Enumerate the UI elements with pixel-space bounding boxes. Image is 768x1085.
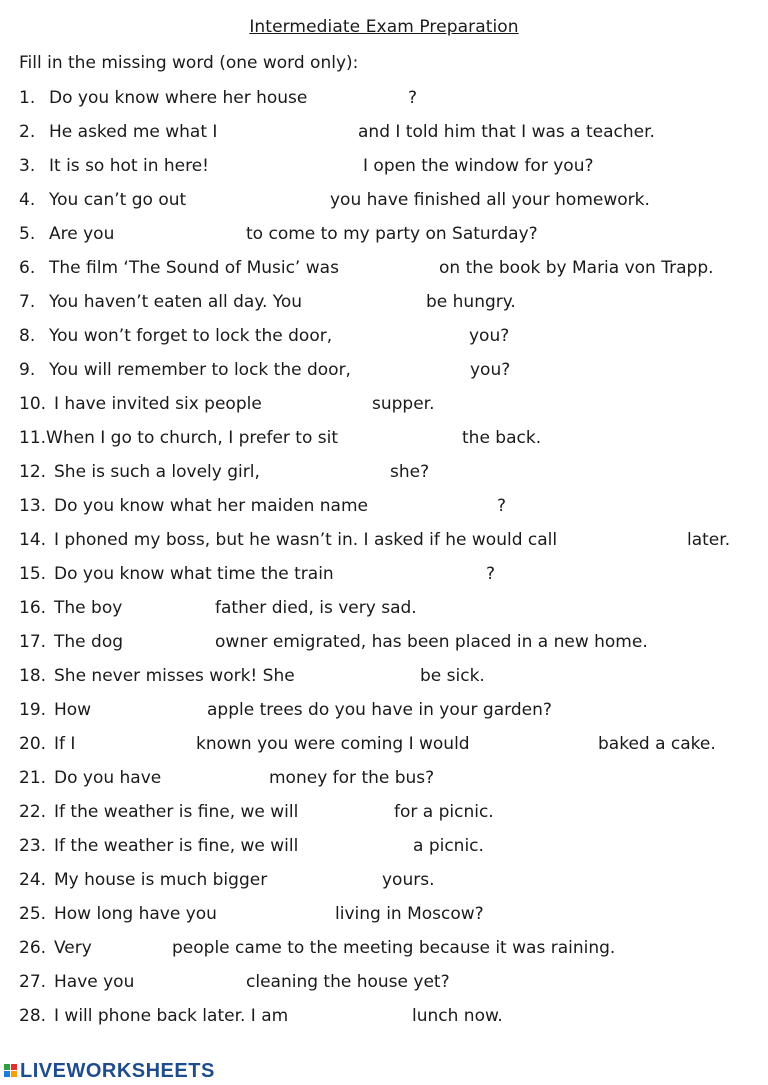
question-text-part: You can’t go out [49, 190, 187, 210]
question-text-part: You haven’t eaten all day. You [49, 292, 303, 312]
question-text-part: yours. [382, 870, 435, 890]
question-19 [0, 699, 768, 721]
question-text-part: Have you [54, 972, 135, 992]
question-number: 7. [19, 292, 36, 312]
question-text-part: be hungry. [426, 292, 516, 312]
question-text-part: you? [470, 360, 511, 380]
question-number: 10. [19, 394, 47, 414]
question-number: 27. [19, 972, 47, 992]
question-text-part: Do you know what her maiden name [54, 496, 368, 516]
question-text-part: Are you [49, 224, 115, 244]
question-18 [0, 665, 768, 687]
question-number: 17. [19, 632, 47, 652]
question-number: 13. [19, 496, 47, 516]
question-number: 4. [19, 190, 36, 210]
question-20 [0, 733, 768, 755]
question-text-part: She is such a lovely girl, [54, 462, 260, 482]
question-number: 8. [19, 326, 36, 346]
question-14 [0, 529, 768, 551]
question-text-part: be sick. [420, 666, 485, 686]
question-17 [0, 631, 768, 653]
question-number: 1. [19, 88, 36, 108]
question-text-part: known you were coming I would [196, 734, 470, 754]
question-number: 11. [19, 428, 47, 448]
question-number: 20. [19, 734, 47, 754]
question-21 [0, 767, 768, 789]
question-text-part: ? [486, 564, 496, 584]
question-text-part: I open the window for you? [363, 156, 594, 176]
instructions: Fill in the missing word (one word only): [19, 53, 359, 73]
question-number: 19. [19, 700, 47, 720]
question-number: 18. [19, 666, 47, 686]
question-text-part: Do you know where her house [49, 88, 308, 108]
question-text-part: apple trees do you have in your garden? [207, 700, 552, 720]
question-text-part: You will remember to lock the door, [49, 360, 351, 380]
question-text-part: She never misses work! She [54, 666, 295, 686]
question-13 [0, 495, 768, 517]
question-text-part: you? [469, 326, 510, 346]
question-text-part: If the weather is fine, we will [54, 836, 299, 856]
question-number: 22. [19, 802, 47, 822]
question-text-part: How [54, 700, 92, 720]
question-26 [0, 937, 768, 959]
question-text-part: The film ‘The Sound of Music’ was [49, 258, 339, 278]
question-number: 2. [19, 122, 36, 142]
question-text-part: you have finished all your homework. [330, 190, 650, 210]
question-text-part: later. [687, 530, 731, 550]
question-text-part: Do you know what time the train [54, 564, 334, 584]
question-16 [0, 597, 768, 619]
question-text-part: people came to the meeting because it was raining. [172, 938, 616, 958]
question-number: 28. [19, 1006, 47, 1026]
question-text-part: If the weather is fine, we will [54, 802, 299, 822]
question-number: 23. [19, 836, 47, 856]
question-28 [0, 1005, 768, 1027]
question-text-part: a picnic. [413, 836, 484, 856]
liveworksheets-logo-icon [4, 1063, 18, 1079]
question-number: 5. [19, 224, 36, 244]
question-11 [0, 427, 768, 449]
question-3 [0, 155, 768, 177]
question-text-part: The boy [54, 598, 123, 618]
question-12 [0, 461, 768, 483]
question-text-part: and I told him that I was a teacher. [358, 122, 655, 142]
question-number: 16. [19, 598, 47, 618]
question-text-part: she? [390, 462, 430, 482]
question-text-part: How long have you [54, 904, 217, 924]
question-4 [0, 189, 768, 211]
question-text-part: lunch now. [412, 1006, 503, 1026]
question-text-part: money for the bus? [269, 768, 435, 788]
worksheet-title: Intermediate Exam Preparation [249, 17, 519, 37]
question-number: 3. [19, 156, 36, 176]
question-number: 12. [19, 462, 47, 482]
question-text-part: He asked me what I [49, 122, 218, 142]
question-number: 9. [19, 360, 36, 380]
question-text-part: father died, is very sad. [215, 598, 417, 618]
question-22 [0, 801, 768, 823]
question-1 [0, 87, 768, 109]
question-24 [0, 869, 768, 891]
question-23 [0, 835, 768, 857]
question-text-part: I have invited six people [54, 394, 262, 414]
question-text-part: It is so hot in here! [49, 156, 209, 176]
question-text-part: on the book by Maria von Trapp. [439, 258, 714, 278]
question-15 [0, 563, 768, 585]
question-text-part: owner emigrated, has been placed in a new home. [215, 632, 648, 652]
liveworksheets-wordmark: LIVEWORKSHEETS [20, 1059, 215, 1082]
question-text-part: to come to my party on Saturday? [246, 224, 538, 244]
question-text-part: supper. [372, 394, 435, 414]
question-2 [0, 121, 768, 143]
question-6 [0, 257, 768, 279]
question-text-part: Do you have [54, 768, 162, 788]
question-text-part: My house is much bigger [54, 870, 268, 890]
question-text-part: The dog [54, 632, 124, 652]
question-25 [0, 903, 768, 925]
question-number: 15. [19, 564, 47, 584]
question-number: 26. [19, 938, 47, 958]
question-text-part: for a picnic. [394, 802, 494, 822]
question-text-part: ? [408, 88, 418, 108]
footer-logo[interactable] [4, 1060, 215, 1082]
question-number: 14. [19, 530, 47, 550]
question-number: 24. [19, 870, 47, 890]
question-10 [0, 393, 768, 415]
question-5 [0, 223, 768, 245]
question-text-part: ? [497, 496, 507, 516]
question-number: 21. [19, 768, 47, 788]
question-number: 6. [19, 258, 36, 278]
question-text-part: baked a cake. [598, 734, 716, 754]
question-text-part: When I go to church, I prefer to sit [46, 428, 339, 448]
question-text-part: If I [54, 734, 76, 754]
question-9 [0, 359, 768, 381]
question-text-part: Very [54, 938, 92, 958]
question-text-part: living in Moscow? [335, 904, 484, 924]
question-text-part: You won’t forget to lock the door, [49, 326, 333, 346]
question-text-part: I phoned my boss, but he wasn’t in. I asked if he would call [54, 530, 558, 550]
question-text-part: cleaning the house yet? [246, 972, 450, 992]
question-text-part: the back. [462, 428, 542, 448]
question-text-part: I will phone back later. I am [54, 1006, 289, 1026]
question-7 [0, 291, 768, 313]
question-27 [0, 971, 768, 993]
question-8 [0, 325, 768, 347]
question-number: 25. [19, 904, 47, 924]
